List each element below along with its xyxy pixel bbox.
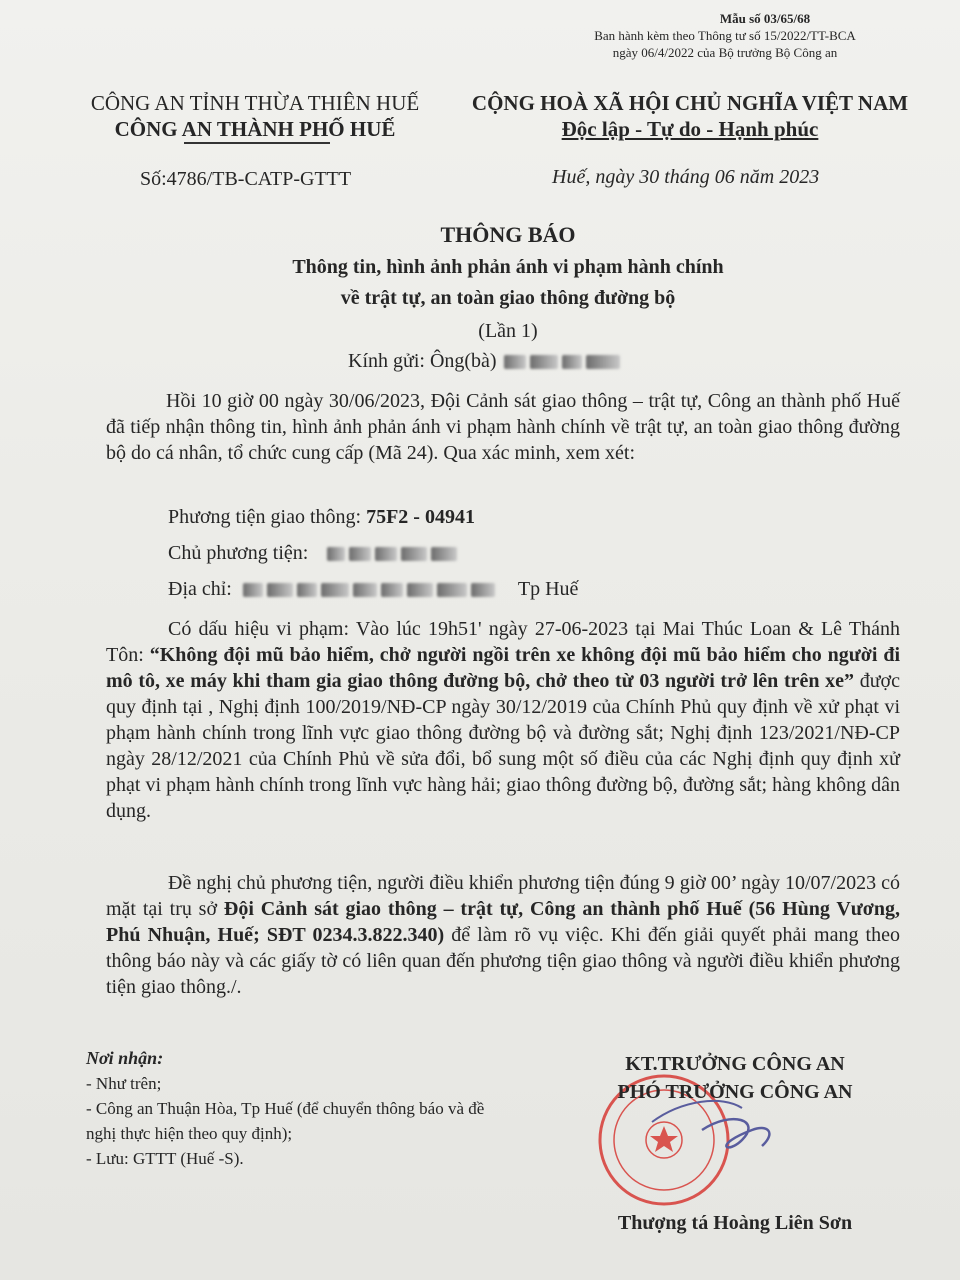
signature-block [570,1050,900,1106]
redacted-name [530,355,558,369]
salutation [348,350,622,373]
signature-line-1: KT.TRƯỞNG CÔNG AN [625,1053,845,1075]
redacted-name [562,355,582,369]
agency-name [60,116,450,142]
handwritten-signature [702,1119,769,1147]
violation-description: “Không đội mũ bảo hiểm, chở người ngồi trên xe không đội mũ bảo hiểm cho người đi mô tô, xe máy khi tham gia giao thông đường bộ, chở theo từ 03 người trở lên trên xe” [106,644,901,692]
owner-line [168,542,459,565]
redacted-address [353,583,377,597]
violation-intro: Có dấu hiệu vi phạm: Vào lúc 19h51' ngày 27-06-2023 tại Mai Thúc Loan & Lê Thánh Tôn: [106,618,900,666]
redacted-owner [349,547,371,561]
paragraph-intro: Hồi 10 giờ 00 ngày 30/06/2023, Đội Cảnh sát giao thông – trật tự, Công an thành phố Huế đã tiếp nhận thông tin, hình ảnh phản ánh vi phạm hành chính về trật tự, an toàn giao thông đường bộ do cá nhân, tổ chức cung cấp (Mã 24). Qua xác minh, xem xét: [106,390,900,464]
notice-round: (Lần 1) [478,320,538,342]
document-number: Số:4786/TB-CATP-GTTT [140,168,352,190]
owner-label: Chủ phương tiện: [168,542,309,564]
redacted-owner [401,547,427,561]
signature-line-2: PHÓ TRƯỞNG CÔNG AN [617,1081,853,1103]
request-intro: Đề nghị chủ phương tiện, người điều khiển phương tiện đúng 9 giờ 00’ ngày 10/07/2023 có mặt tại trụ sở [106,872,900,920]
document-title: THÔNG BÁO [440,222,576,247]
vehicle-line [168,506,475,529]
redacted-address [381,583,403,597]
redacted-address [321,583,349,597]
paragraph-request [106,870,900,1000]
address-city: Tp Huế [517,578,579,600]
redacted-address [437,583,467,597]
redacted-name [586,355,620,369]
redacted-owner [431,547,457,561]
redacted-address [471,583,495,597]
address-label: Địa chỉ: [168,578,232,600]
agency-parent: CÔNG AN TỈNH THỪA THIÊN HUẾ [90,91,420,115]
recipient-item: - Như trên; [86,1074,162,1093]
agency-underline [184,142,330,144]
redacted-owner [327,547,345,561]
form-reference [560,10,890,61]
form-line-2: ngày 06/4/2022 của Bộ trưởng Bộ Công an [612,45,838,60]
redacted-owner [375,547,397,561]
redacted-address [407,583,433,597]
redacted-address [267,583,293,597]
vehicle-label: Phương tiện giao thông: [168,506,362,528]
form-line-1: Ban hành kèm theo Thông tư số 15/2022/TT-BCA [594,28,856,43]
document-date: Huế, ngày 30 tháng 06 năm 2023 [552,166,820,188]
paragraph-violation [106,616,900,824]
agency-header [60,90,450,142]
address-line [168,578,578,601]
recipient-item: - Công an Thuận Hòa, Tp Huế (để chuyển thông báo và đề nghị thực hiện theo quy định); [86,1099,485,1143]
agency-name-text: CÔNG AN THÀNH PHỐ HUẾ [114,117,396,141]
request-instructions: để làm rõ vụ việc. Khi đến giải quyết phải mang theo thông báo này và các giấy tờ có liên quan đến phương tiện giao thông và người điều khiển phương tiện giao thông./. [106,924,900,998]
salutation-text: Kính gửi: Ông(bà) [348,350,497,372]
recipients-title: Nơi nhận: [86,1048,164,1068]
nation-motto: Độc lập - Tự do - Hạnh phúc [561,117,819,141]
document-subtitle-1: Thông tin, hình ảnh phản ánh vi phạm hành chính [292,256,724,278]
vehicle-plate: 75F2 - 04941 [366,506,475,528]
redacted-address [243,583,263,597]
nation-name: CỘNG HOÀ XÃ HỘI CHỦ NGHĨA VIỆT NAM [471,91,909,115]
request-location: Đội Cảnh sát giao thông – trật tự, Công an thành phố Huế (56 Hùng Vương, Phú Nhuận, Huế; SĐT 0234.3.822.340) [106,898,900,946]
recipients-block [86,1046,516,1171]
nation-header [450,90,930,142]
violation-legal-basis: được quy định tại , Nghị định 100/2019/NĐ-CP ngày 30/12/2019 của Chính Phủ quy định về xử phạt vi phạm hành chính trong lĩnh vực giao thông đường bộ và đường sắt; Nghị định 123/2021/NĐ-CP ngày 28/12/2021 của Chính Phủ về sửa đổi, bổ sung một số điều của các Nghị định quy định xử phạt vi phạm hành chính trong lĩnh vực hàng hải; giao thông đường bộ, đường sắt; hàng không dân dụng. [106,670,900,822]
document-subtitle-2: về trật tự, an toàn giao thông đường bộ [340,287,676,309]
signer-name: Thượng tá Hoàng Liên Sơn [617,1212,853,1234]
redacted-address [297,583,317,597]
redacted-name [504,355,526,369]
form-code: Mẫu số 03/65/68 [719,11,811,26]
recipient-item: - Lưu: GTTT (Huế -S). [86,1149,244,1168]
